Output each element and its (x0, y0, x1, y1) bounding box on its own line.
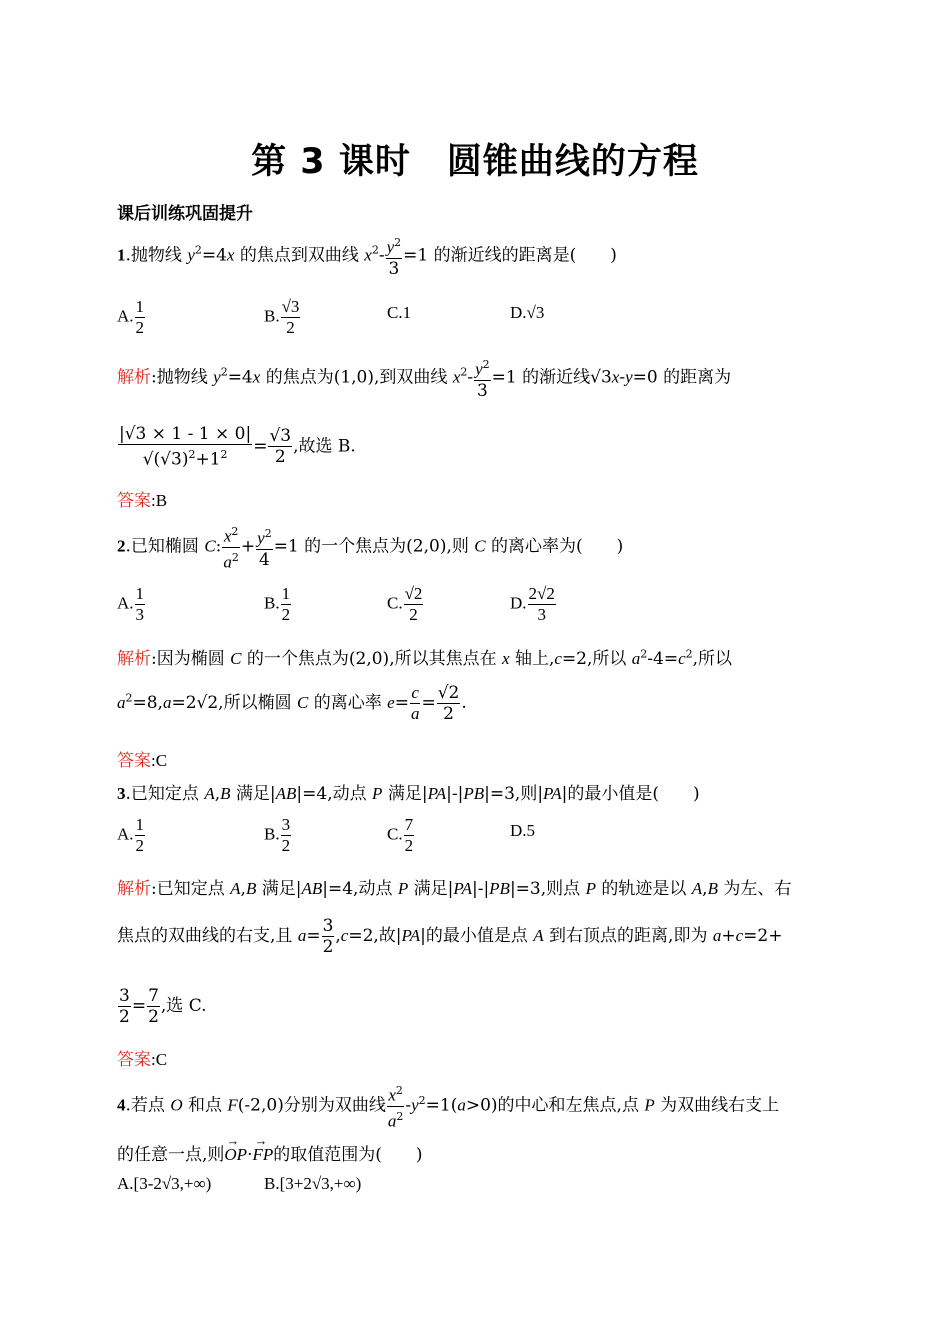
q3-answer-value: :C (151, 1050, 168, 1069)
q3-analysis-line2: 焦点的双曲线的右支,且 a= $\frac{3}{2}$ ,c=2,故|PA|的最小值是点 A 到右顶点的距离,即为 a+c=2+ (117, 916, 783, 957)
question-1-number: 1 (117, 245, 126, 265)
q1-analysis-label: 解析 (117, 367, 151, 388)
q2-analysis: 解析:因为椭圆 C 的一个焦点为(2,0),所以其焦点在 x 轴上,c=2,所以 $a^2-4=c^2$,所以 (117, 647, 733, 669)
q4-option-a[interactable]: A.[3-2√3,+∞) (117, 1174, 212, 1193)
question-1: 1.抛物线 $y^2=4x$ 的焦点到双曲线 $x^2-$ $\frac{y^2}{3}$ =1 的渐近线的距离是( ) (117, 233, 617, 279)
q1-option-d[interactable]: D.√3 (510, 303, 545, 322)
q2-option-a[interactable]: A. $\frac{1}{3}$ (117, 584, 145, 624)
q1-answer-value: :B (151, 491, 168, 510)
question-2: 2.已知椭圆 C: $\frac{x^2}{a^2}$ + $\frac{y^2}{4}$ =1 的一个焦点为(2,0),则 C 的离心率为( ) (117, 522, 623, 572)
q3-analysis-line3: $\frac{3}{2}$ = $\frac{7}{2}$ ,选 C. (119, 986, 207, 1027)
q1-option-c[interactable]: C.1 (387, 303, 412, 322)
q2-option-c[interactable]: C. $\frac{√2}{2}$ (387, 584, 423, 624)
q2-analysis-line2: $a^2=8,a=2√2$,所以椭圆 C 的离心率 e= $\frac{c}{a}$ = $\frac{√2}{2}$ . (117, 683, 467, 724)
q3-option-b[interactable]: B. $\frac{3}{2}$ (264, 815, 291, 855)
q2-answer (117, 746, 167, 771)
q2-answer-label: 答案 (117, 751, 151, 771)
q1-option-b[interactable]: B. $\frac{√3}{2}$ (264, 297, 300, 337)
q3-answer-label: 答案 (117, 1050, 151, 1070)
q3-option-c[interactable]: C. $\frac{7}{2}$ (387, 815, 414, 855)
question-2-number: 2 (117, 536, 126, 556)
q2-analysis-label: 解析 (117, 649, 151, 669)
q3-option-a[interactable]: A. $\frac{1}{2}$ (117, 815, 145, 855)
q1-option-a[interactable]: A. $\frac{1}{2}$ (117, 297, 145, 337)
q2-answer-value: :C (151, 751, 168, 770)
q1-answer-label: 答案 (117, 491, 151, 511)
q1-analysis-formula: $\frac{|√3 \times 1 - 1 \times 0|}{√(√3)^2+1^2}$ = $\frac{√3}{2}$ ,故选 B. (119, 424, 356, 470)
q3-analysis-label: 解析 (117, 879, 151, 899)
page-title: 第 3 课时 圆锥曲线的方程 (251, 142, 699, 182)
q2-option-d[interactable]: D. $\frac{2√2}{3}$ (510, 584, 555, 624)
q4-option-b[interactable]: B.[3+2√3,+∞) (264, 1174, 362, 1193)
q3-answer (117, 1045, 167, 1070)
q1-analysis: 解析:抛物线 $y^2=4x$ 的焦点为(1,0),到双曲线 $x^2-$ $\frac{y^2}{3}$ =1 的渐近线√3x-y=0 的距离为 (117, 355, 731, 401)
question-3-number: 3 (117, 784, 126, 803)
q3-analysis: 解析:已知定点 A,B 满足|AB|=4,动点 P 满足|PA|-|PB|=3,则点 P 的轨迹是以 A,B 为左、右 (117, 879, 792, 899)
question-4: 4.若点 O 和点 F(-2,0)分别为双曲线 $\frac{x^2}{a^2}$ $-y^2=1(a>0)$的中心和左焦点,点 P 为双曲线右支上 (117, 1081, 779, 1131)
q1-answer (117, 486, 167, 511)
section-heading: 课后训练巩固提升 (117, 204, 253, 224)
q2-option-b[interactable]: B. $\frac{1}{2}$ (264, 584, 291, 624)
question-4-line2: 的任意一点,则→ OP·→ FP的取值范围为( ) (117, 1140, 423, 1165)
q3-option-d[interactable]: D.5 (510, 821, 536, 840)
question-3: 3.已知定点 A,B 满足|AB|=4,动点 P 满足|PA|-|PB|=3,则|PA|的最小值是( ) (117, 784, 700, 804)
question-4-number: 4 (117, 1095, 126, 1115)
